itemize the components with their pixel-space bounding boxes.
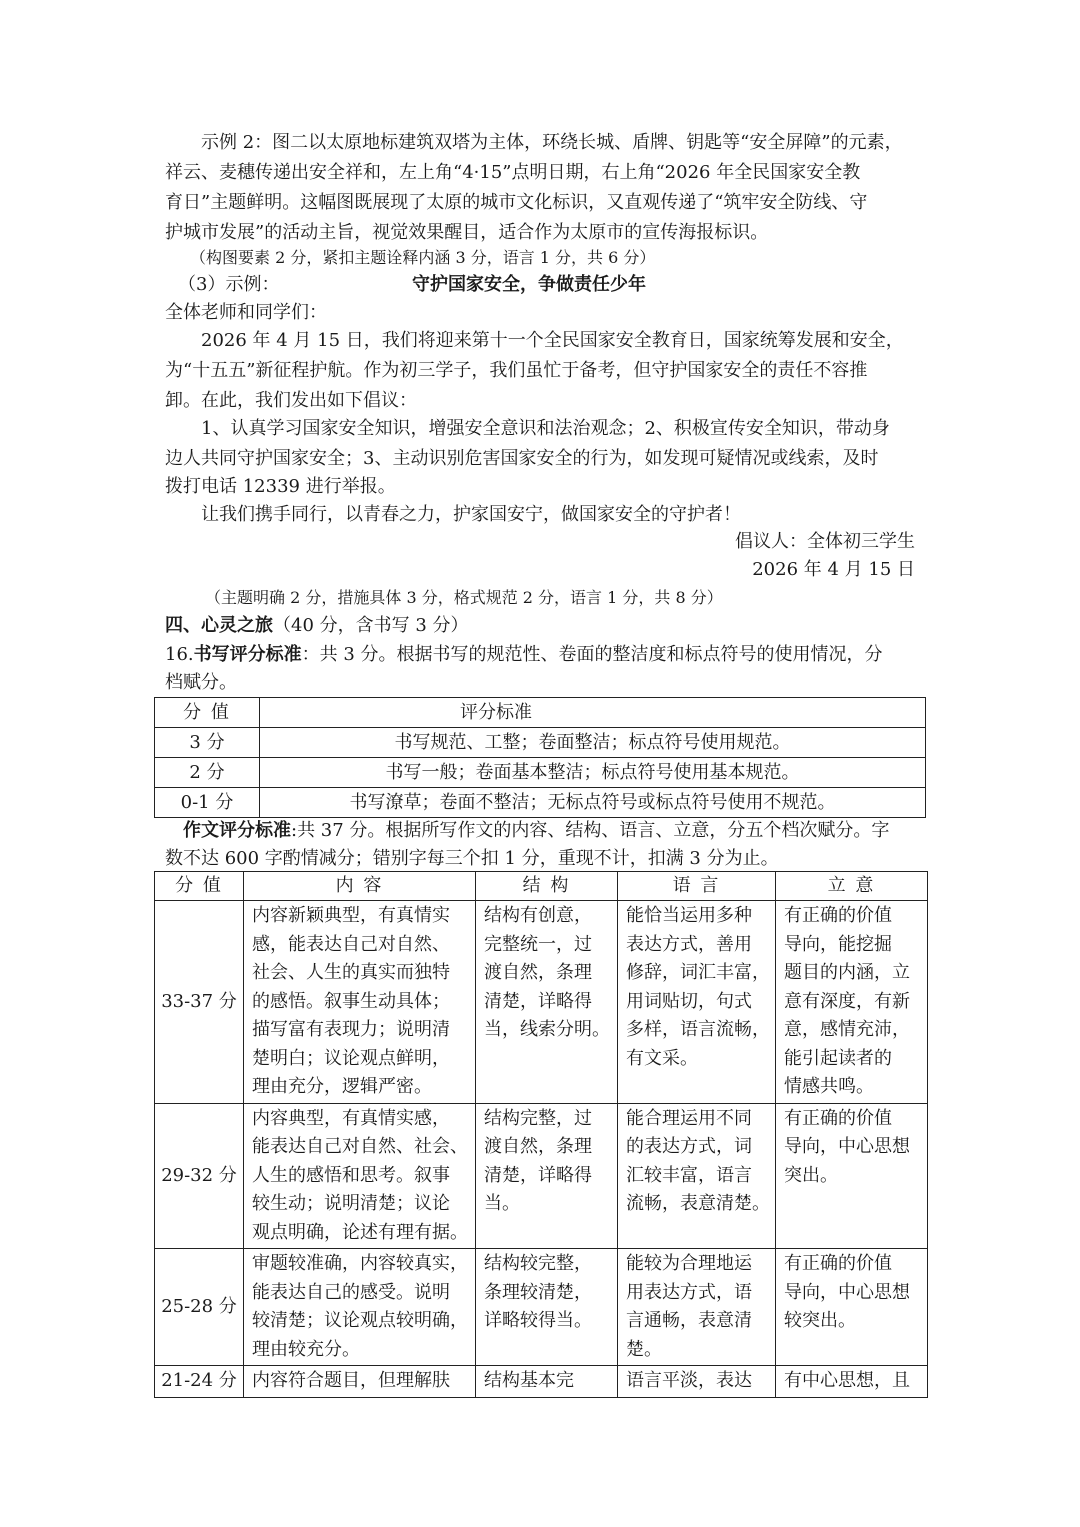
row-language <box>618 901 776 1104</box>
cell-text: 能合理运用不同 的表达方式，词 汇较丰富，语言 流畅，表意清楚。 <box>626 1107 770 1214</box>
row-score: 33-37 分 <box>155 901 244 1104</box>
header-score: 分 值 <box>155 872 244 901</box>
example3-para-line-7: 让我们携手同行，以青春之力，护家国安宁，做国家安全的守护者！ <box>201 504 741 525</box>
cell-text: 审题较准确，内容较真实， 能表达自己的感受。说明 较清楚；议论观点较明确， 理由较充分。 <box>252 1253 468 1360</box>
row-criteria: 书写潦草；卷面不整洁；无标点符号或标点符号使用不规范。 <box>260 788 926 818</box>
table-row <box>155 728 926 758</box>
cell-text: 结构完整，过 渡自然，条理 清楚，详略得 当。 <box>484 1107 592 1214</box>
cell-text: 结构有创意， 完整统一，过 渡自然，条理 清楚，详略得 当，线索分明。 <box>484 905 610 1040</box>
row-score: 3 分 <box>155 728 260 758</box>
essay-intro-line-1 <box>165 816 925 846</box>
example3-para-line-5: 边人共同守护国家安全；3、主动识别危害国家安全的行为，如发现可疑情况或线索，及时 <box>165 448 879 469</box>
section4-heading-title: 四、心灵之旅 <box>165 615 273 636</box>
example2-line-4: 护城市发展”的活动主旨，视觉效果醒目，适合作为太原市的宣传海报标识。 <box>165 222 769 243</box>
cell-text: 有正确的价值 导向，能挖掘 题目的内涵，立 意有深度，有新 意，感情充沛， 能引起读者的 情感共鸣。 <box>784 905 910 1097</box>
header-content: 内 容 <box>244 872 476 901</box>
header-criteria: 评分标准 <box>260 698 926 728</box>
table-row <box>155 1249 928 1366</box>
essay-criteria-table <box>154 871 928 1398</box>
cell-text: 内容新颖典型，有真情实 感，能表达自己对自然、 社会、人生的真实而独特 的感悟。叙事生动具体； 描写富有表现力；说明清 楚明白；议论观点鲜明， 理由充分，逻辑严密。 <box>252 905 450 1097</box>
row-content <box>244 1103 476 1249</box>
row-score: 0-1 分 <box>155 788 260 818</box>
table-row <box>155 1103 928 1249</box>
row-structure <box>476 901 618 1104</box>
writing-intro-title: 书写评分标准 <box>193 644 302 665</box>
row-score: 21-24 分 <box>155 1366 244 1398</box>
cell-text: 内容符合题目，但理解肤 <box>252 1370 450 1391</box>
header-language: 语 言 <box>618 872 776 901</box>
example3-para-line-2: 为“十五五”新征程护航。作为初三学子，我们虽忙于备考，但守护国家安全的责任不容推 <box>165 360 868 381</box>
example3-para-line-3: 卸。在此，我们发出如下倡议： <box>165 390 417 411</box>
example3-date: 2026 年 4 月 15 日 <box>752 559 915 580</box>
cell-text: 有正确的价值 导向，中心思想 突出。 <box>784 1107 910 1186</box>
row-theme <box>776 901 928 1104</box>
row-structure <box>476 1103 618 1249</box>
example3-signer: 倡议人：全体初三学生 <box>735 531 915 552</box>
row-score: 2 分 <box>155 758 260 788</box>
cell-text: 语言平淡，表达 <box>626 1370 752 1391</box>
row-structure <box>476 1249 618 1366</box>
table-header-row <box>155 872 928 901</box>
section4-heading <box>165 611 925 641</box>
writing-intro-line-2: 档赋分。 <box>165 672 237 693</box>
cell-text: 有正确的价值 导向，中心思想 较突出。 <box>784 1253 910 1331</box>
row-score: 29-32 分 <box>155 1103 244 1249</box>
essay-intro-text: :共 37 分。根据所写作文的内容、结构、语言、立意，分五个档次赋分。字 <box>291 820 890 841</box>
cell-text: 结构基本完 <box>484 1370 574 1391</box>
writing-criteria-table <box>154 697 926 818</box>
row-theme <box>776 1366 928 1398</box>
cell-text: 能较为合理地运 用表达方式，语 言通畅，表意清 楚。 <box>626 1253 752 1360</box>
row-theme <box>776 1103 928 1249</box>
example3-scoring: （主题明确 2 分，措施具体 3 分，格式规范 2 分，语言 1 分，共 8 分） <box>205 588 723 607</box>
essay-intro-line-2: 数不达 600 字酌情减分；错别字每三个扣 1 分，重现不计，扣满 3 分为止。 <box>165 848 779 869</box>
header-score: 分 值 <box>155 698 260 728</box>
example3-para-line-6: 拨打电话 12339 进行举报。 <box>165 476 396 497</box>
example3-label: （3）示例： <box>178 274 280 295</box>
row-language <box>618 1249 776 1366</box>
cell-text: 结构较完整， 条理较清楚， 详略较得当。 <box>484 1253 592 1331</box>
row-theme <box>776 1249 928 1366</box>
row-content <box>244 901 476 1104</box>
writing-intro-text: ：共 3 分。根据书写的规范性、卷面的整洁度和标点符号的使用情况，分 <box>301 644 883 665</box>
header-structure: 结 构 <box>476 872 618 901</box>
row-language <box>618 1103 776 1249</box>
example2-scoring: （构图要素 2 分，紧扣主题诠释内涵 3 分，语言 1 分，共 6 分） <box>190 248 656 267</box>
row-criteria: 书写规范、工整；卷面整洁；标点符号使用规范。 <box>260 728 926 758</box>
essay-intro-title: 作文评分标准 <box>183 820 291 841</box>
row-language <box>618 1366 776 1398</box>
row-structure <box>476 1366 618 1398</box>
example2-line-2: 祥云、麦穗传递出安全祥和，左上角“4·15”点明日期，右上角“2026 年全民国家安全教 <box>165 162 861 183</box>
example3-para-line-1: 2026 年 4 月 15 日，我们将迎来第十一个全民国家安全教育日，国家统筹发展和安全， <box>201 330 904 351</box>
section4-heading-note: （40 分，含书写 3 分） <box>273 615 469 636</box>
table-row <box>155 758 926 788</box>
writing-intro-line-1 <box>165 640 925 670</box>
cell-text: 能恰当运用多种 表达方式，善用 修辞，词汇丰富， 用词贴切，句式 多样，语言流畅， 有文采。 <box>626 905 770 1069</box>
example2-line-3: 育日”主题鲜明。这幅图既展现了太原的城市文化标识，又直观传递了“筑牢安全防线、守 <box>165 192 868 213</box>
example3-greeting: 全体老师和同学们： <box>165 302 327 323</box>
table-row <box>155 788 926 818</box>
cell-text: 有中心思想，且 <box>784 1370 910 1391</box>
row-criteria: 书写一般；卷面基本整洁；标点符号使用基本规范。 <box>260 758 926 788</box>
example3-para-line-4: 1、认真学习国家安全知识，增强安全意识和法治观念；2、积极宣传安全知识，带动身 <box>201 418 890 439</box>
writing-intro-number: 16. <box>165 644 194 665</box>
row-content <box>244 1366 476 1398</box>
example2-line-1: 示例 2：图二以太原地标建筑双塔为主体，环绕长城、盾牌、钥匙等“安全屏障”的元素， <box>201 132 903 153</box>
header-theme: 立 意 <box>776 872 928 901</box>
table-row <box>155 901 928 1104</box>
example3-title: 守护国家安全，争做责任少年 <box>412 274 646 295</box>
cell-text: 内容典型，有真情实感， 能表达自己对自然、社会、 人生的感悟和思考。叙事 较生动；说明清楚；议论 观点明确，论述有理有据。 <box>252 1107 468 1243</box>
row-content <box>244 1249 476 1366</box>
table-row <box>155 1366 928 1398</box>
table-header-row <box>155 698 926 728</box>
row-score: 25-28 分 <box>155 1249 244 1366</box>
